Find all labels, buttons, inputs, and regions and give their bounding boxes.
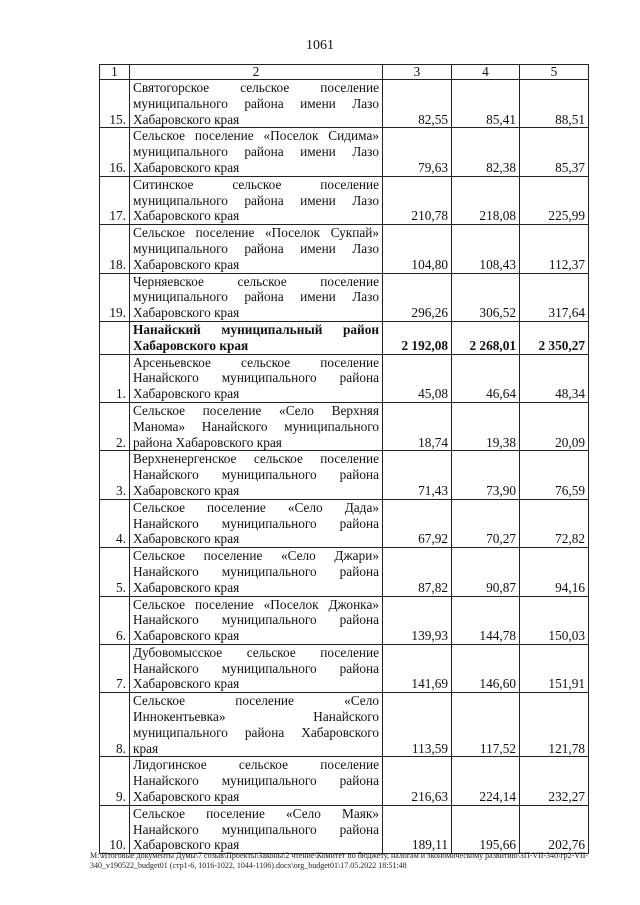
value-col-4: 146,60: [452, 644, 520, 692]
settlement-name: Сельское поселение «Село Маяк» Нанайского муниципального района Хабаровского края: [130, 805, 383, 853]
table-header: [100, 65, 589, 80]
value-col-5: 20,09: [520, 402, 589, 450]
row-number: 8.: [100, 693, 130, 757]
settlement-name: Черняевское сельское поселение муниципального района имени Лазо Хабаровского края: [130, 273, 383, 321]
value-col-4: 2 268,01: [452, 321, 520, 354]
value-col-3: 45,08: [383, 354, 452, 402]
table-row: [100, 805, 589, 853]
value-col-5: 225,99: [520, 176, 589, 224]
row-number: 10.: [100, 805, 130, 853]
value-col-3: 189,11: [383, 805, 452, 853]
value-col-4: 306,52: [452, 273, 520, 321]
row-number: 15.: [100, 80, 130, 128]
settlement-name: Сельское поселение «Село Джари» Нанайского муниципального района Хабаровского края: [130, 548, 383, 596]
value-col-4: 46,64: [452, 354, 520, 402]
row-number: 5.: [100, 548, 130, 596]
row-number: 9.: [100, 757, 130, 805]
value-col-3: 216,63: [383, 757, 452, 805]
settlement-name: Сельское поселение «Село Иннокентьевка» Нанайского муниципального района Хабаровского края: [130, 693, 383, 757]
value-col-3: 71,43: [383, 451, 452, 499]
value-col-5: 94,16: [520, 548, 589, 596]
table-row: [100, 273, 589, 321]
table-row: [100, 693, 589, 757]
table-body: [100, 80, 589, 854]
value-col-3: 296,26: [383, 273, 452, 321]
page-number: 1061: [306, 38, 334, 53]
value-col-5: 48,34: [520, 354, 589, 402]
value-col-3: 18,74: [383, 402, 452, 450]
column-header: 4: [452, 65, 520, 80]
row-number: 16.: [100, 128, 130, 176]
table-group-row: [100, 321, 589, 354]
value-col-4: 108,43: [452, 225, 520, 273]
settlement-name: Дубовомысское сельское поселение Нанайского муниципального района Хабаровского края: [130, 644, 383, 692]
value-col-3: 139,93: [383, 596, 452, 644]
value-col-4: 144,78: [452, 596, 520, 644]
value-col-4: 195,66: [452, 805, 520, 853]
table-row: [100, 176, 589, 224]
value-col-3: 79,63: [383, 128, 452, 176]
settlement-name: Арсеньевское сельское поселение Нанайского муниципального района Хабаровского края: [130, 354, 383, 402]
settlement-name: Сельское поселение «Поселок Джонка» Нанайского муниципального района Хабаровского края: [130, 596, 383, 644]
settlement-name: Сельское поселение «Село Дада» Нанайского муниципального района Хабаровского края: [130, 499, 383, 547]
row-number: 1.: [100, 354, 130, 402]
table-row: [100, 80, 589, 128]
value-col-4: 90,87: [452, 548, 520, 596]
row-number: 6.: [100, 596, 130, 644]
table-row: [100, 499, 589, 547]
budget-table: [99, 64, 589, 854]
value-col-4: 19,38: [452, 402, 520, 450]
table-row: [100, 128, 589, 176]
table-row: [100, 757, 589, 805]
table-row: [100, 451, 589, 499]
row-number: 18.: [100, 225, 130, 273]
settlement-name: Лидогинское сельское поселение Нанайского муниципального района Хабаровского края: [130, 757, 383, 805]
value-col-3: 104,80: [383, 225, 452, 273]
value-col-3: 87,82: [383, 548, 452, 596]
value-col-5: 121,78: [520, 693, 589, 757]
value-col-3: 2 192,08: [383, 321, 452, 354]
settlement-name: Верхненергенское сельское поселение Нанайского муниципального района Хабаровского края: [130, 451, 383, 499]
table-row: [100, 225, 589, 273]
settlement-name: Сельское поселение «Село Верхняя Манома» Нанайского муниципального района Хабаровского края: [130, 402, 383, 450]
value-col-5: 150,03: [520, 596, 589, 644]
row-number: [100, 321, 130, 354]
table-row: [100, 402, 589, 450]
value-col-5: 202,76: [520, 805, 589, 853]
table-row: [100, 596, 589, 644]
column-header: 1: [100, 65, 130, 80]
value-col-5: 317,64: [520, 273, 589, 321]
value-col-4: 224,14: [452, 757, 520, 805]
value-col-3: 210,78: [383, 176, 452, 224]
table-row: [100, 548, 589, 596]
value-col-3: 82,55: [383, 80, 452, 128]
table-row: [100, 354, 589, 402]
column-header: 3: [383, 65, 452, 80]
settlement-name: Нанайский муниципальный район Хабаровского края: [130, 321, 383, 354]
row-number: 2.: [100, 402, 130, 450]
settlement-name: Святогорское сельское поселение муниципального района имени Лазо Хабаровского края: [130, 80, 383, 128]
value-col-4: 73,90: [452, 451, 520, 499]
value-col-4: 85,41: [452, 80, 520, 128]
value-col-3: 113,59: [383, 693, 452, 757]
column-header: 2: [130, 65, 383, 80]
value-col-4: 70,27: [452, 499, 520, 547]
value-col-5: 76,59: [520, 451, 589, 499]
row-number: 4.: [100, 499, 130, 547]
value-col-5: 112,37: [520, 225, 589, 273]
value-col-5: 151,91: [520, 644, 589, 692]
value-col-4: 82,38: [452, 128, 520, 176]
header-row: [100, 65, 589, 80]
value-col-3: 67,92: [383, 499, 452, 547]
file-path-footer: M:\Итоговые документы Думы\7 созыв\Проекты\Законы\2 чтение\Комитет по бюджету, налогам и экономическому развитию\ЗП-VII-340\гр2-VII-340_v190522_budget01 (стр1-6, 1016-1022, 1044-1106).docx\org_budget01\17.05.2022 18:51:48: [90, 851, 589, 870]
settlement-name: Сельское поселение «Поселок Сукпай» муниципального района имени Лазо Хабаровского края: [130, 225, 383, 273]
value-col-3: 141,69: [383, 644, 452, 692]
row-number: 3.: [100, 451, 130, 499]
settlement-name: Ситинское сельское поселение муниципального района имени Лазо Хабаровского края: [130, 176, 383, 224]
column-header: 5: [520, 65, 589, 80]
value-col-5: 2 350,27: [520, 321, 589, 354]
table-row: [100, 644, 589, 692]
value-col-4: 218,08: [452, 176, 520, 224]
value-col-5: 232,27: [520, 757, 589, 805]
value-col-4: 117,52: [452, 693, 520, 757]
row-number: 7.: [100, 644, 130, 692]
value-col-5: 88,51: [520, 80, 589, 128]
value-col-5: 85,37: [520, 128, 589, 176]
row-number: 17.: [100, 176, 130, 224]
settlement-name: Сельское поселение «Поселок Сидима» муниципального района имени Лазо Хабаровского края: [130, 128, 383, 176]
row-number: 19.: [100, 273, 130, 321]
value-col-5: 72,82: [520, 499, 589, 547]
